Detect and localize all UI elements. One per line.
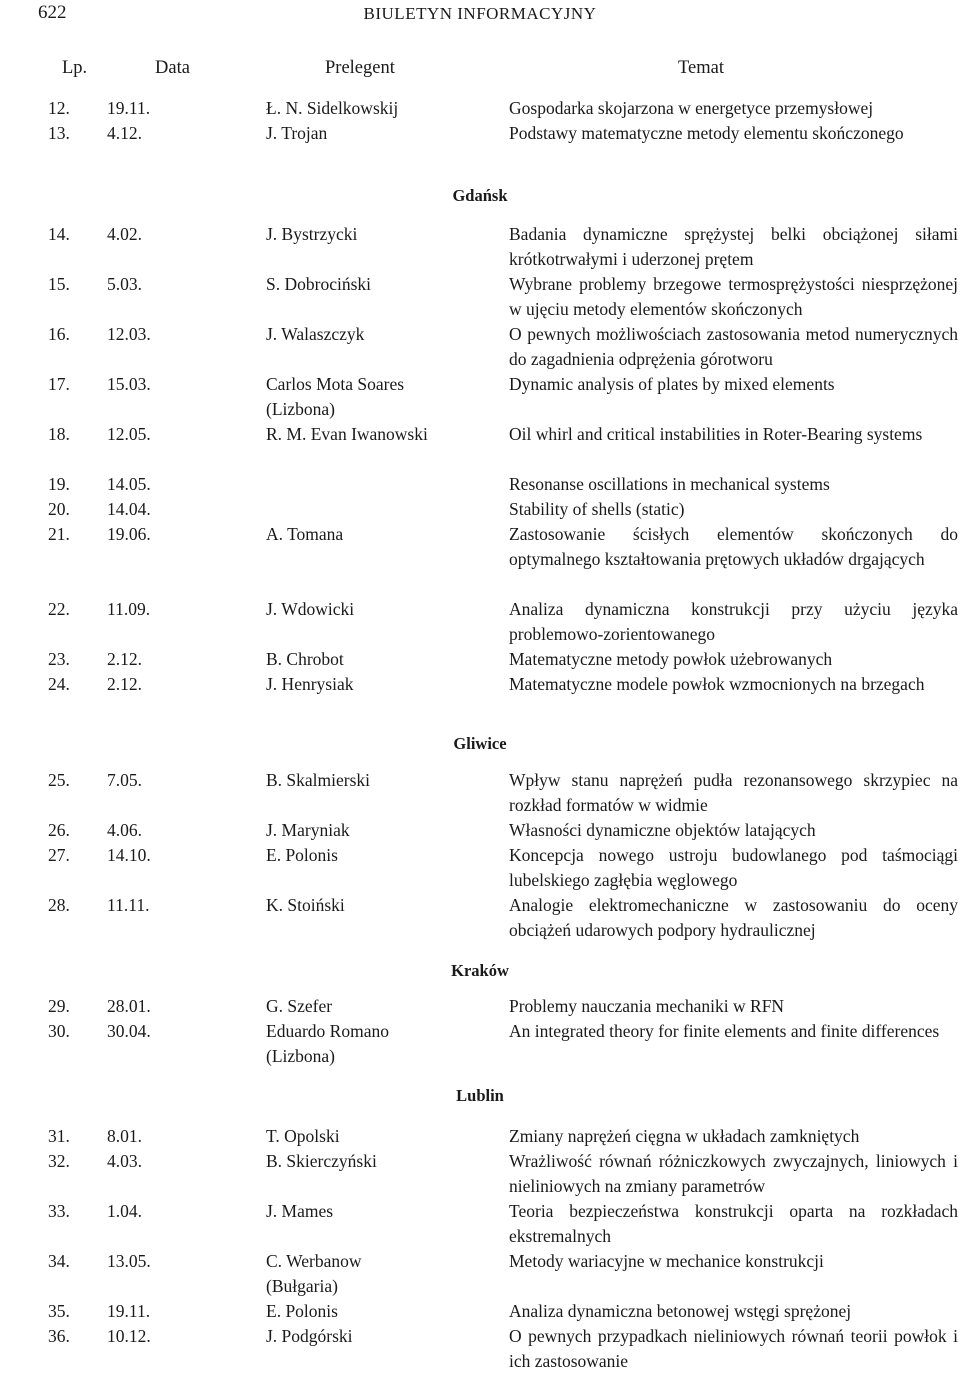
- row-speaker: J. Bystrzycki: [266, 224, 358, 244]
- column-header-temat: Temat: [678, 58, 724, 78]
- row-number: 34.: [48, 1251, 70, 1271]
- row-topic: Podstawy matematyczne metody elementu skończonego: [509, 123, 904, 143]
- row-date: 19.06.: [107, 524, 151, 544]
- row-topic: Dynamic analysis of plates by mixed elements: [509, 374, 835, 394]
- row-date: 2.12.: [107, 649, 142, 669]
- row-number: 22.: [48, 599, 70, 619]
- row-topic: Teoria bezpieczeństwa konstrukcji oparta na rozkładach ekstremalnych: [509, 1201, 958, 1246]
- row-number: 13.: [48, 123, 70, 143]
- row-topic: Gospodarka skojarzona w energetyce przemysłowej: [509, 98, 874, 118]
- row-date: 12.03.: [107, 324, 151, 344]
- row-number: 33.: [48, 1201, 70, 1221]
- row-number: 25.: [48, 770, 70, 790]
- row-topic: Metody wariacyjne w mechanice konstrukcji: [509, 1251, 824, 1271]
- row-topic: Matematyczne modele powłok wzmocnionych na brzegach: [509, 674, 925, 694]
- row-number: 27.: [48, 845, 70, 865]
- row-speaker: B. Skierczyński: [266, 1151, 377, 1171]
- row-date: 11.09.: [107, 599, 151, 619]
- row-number: 32.: [48, 1151, 70, 1171]
- row-number: 24.: [48, 674, 70, 694]
- row-date: 4.03.: [107, 1151, 142, 1171]
- row-speaker: C. Werbanow (Bułgaria): [266, 1251, 362, 1296]
- row-date: 8.01.: [107, 1126, 142, 1146]
- row-number: 17.: [48, 374, 70, 394]
- row-date: 11.11.: [107, 895, 150, 915]
- row-topic: Badania dynamiczne sprężystej belki obciążonej siłami krótkotrwałymi i uderzonej prętem: [509, 224, 958, 269]
- row-number: 23.: [48, 649, 70, 669]
- column-headers: [0, 58, 960, 84]
- row-date: 19.11.: [107, 1301, 151, 1321]
- row-speaker: J. Henrysiak: [266, 674, 354, 694]
- row-date: 7.05.: [107, 770, 142, 790]
- row-date: 2.12.: [107, 674, 142, 694]
- row-date: 12.05.: [107, 424, 151, 444]
- row-number: 18.: [48, 424, 70, 444]
- row-speaker: J. Wdowicki: [266, 599, 355, 619]
- running-title: BIULETYN INFORMACYJNY: [363, 4, 597, 23]
- row-date: 1.04.: [107, 1201, 142, 1221]
- column-header-lp: Lp.: [62, 58, 88, 78]
- row-date: 30.04.: [107, 1021, 151, 1041]
- row-speaker: J. Trojan: [266, 123, 328, 143]
- row-speaker: B. Skalmierski: [266, 770, 371, 790]
- row-speaker: Ł. N. Sidelkowskij: [266, 98, 399, 118]
- city-heading-gliwice: Gliwice: [453, 734, 507, 753]
- row-topic: Resonanse oscillations in mechanical systems: [509, 474, 830, 494]
- row-number: 20.: [48, 499, 70, 519]
- row-speaker: K. Stoiński: [266, 895, 345, 915]
- row-date: 13.05.: [107, 1251, 151, 1271]
- row-date: 4.02.: [107, 224, 142, 244]
- row-topic: Własności dynamiczne objektów latających: [509, 820, 816, 840]
- row-topic: Problemy nauczania mechaniki w RFN: [509, 996, 785, 1016]
- row-speaker: E. Polonis: [266, 1301, 338, 1321]
- row-number: 12.: [48, 98, 70, 118]
- row-topic: Stability of shells (static): [509, 499, 685, 519]
- row-date: 19.11.: [107, 98, 151, 118]
- row-topic: Oil whirl and critical instabilities in Roter-Bearing systems: [509, 424, 923, 444]
- row-speaker: S. Dobrociński: [266, 274, 371, 294]
- row-topic: Wpływ stanu naprężeń pudła rezonansowego skrzypiec na rozkład formatów w widmie: [509, 770, 958, 815]
- row-date: 28.01.: [107, 996, 151, 1016]
- row-number: 16.: [48, 324, 70, 344]
- row-speaker: R. M. Evan Iwanowski: [266, 424, 428, 444]
- row-number: 15.: [48, 274, 70, 294]
- page-header: [0, 2, 960, 28]
- column-header-prelegent: Prelegent: [325, 58, 395, 78]
- row-date: 4.12.: [107, 123, 142, 143]
- row-speaker: J. Maryniak: [266, 820, 350, 840]
- row-speaker: J. Walaszczyk: [266, 324, 365, 344]
- row-topic: Wrażliwość równań różniczkowych zwyczajnych, liniowych i nieliniowych na zmiany parametrów: [509, 1151, 958, 1196]
- row-topic: Zastosowanie ścisłych elementów skończonych do optymalnego kształtowania prętowych układów drgających: [509, 524, 958, 569]
- row-number: 30.: [48, 1021, 70, 1041]
- row-date: 14.10.: [107, 845, 151, 865]
- row-topic: O pewnych możliwościach zastosowania metod numerycznych do zagadnienia odprężenia górotworu: [509, 324, 958, 369]
- row-topic: Wybrane problemy brzegowe termosprężystości niesprzężonej w ujęciu metody elementów skończonych: [509, 274, 958, 319]
- row-speaker: E. Polonis: [266, 845, 338, 865]
- row-topic: Analiza dynamiczna konstrukcji przy użyciu języka problemowo-zorientowanego: [509, 599, 958, 644]
- row-topic: O pewnych przypadkach nieliniowych równań teorii powłok i ich zastosowanie: [509, 1326, 958, 1371]
- row-speaker: T. Opolski: [266, 1126, 340, 1146]
- city-heading-lublin: Lublin: [456, 1086, 504, 1105]
- row-date: 14.05.: [107, 474, 151, 494]
- row-speaker: J. Mames: [266, 1201, 334, 1221]
- row-number: 26.: [48, 820, 70, 840]
- row-speaker: B. Chrobot: [266, 649, 344, 669]
- row-date: 10.12.: [107, 1326, 151, 1346]
- row-date: 5.03.: [107, 274, 142, 294]
- row-date: 4.06.: [107, 820, 142, 840]
- row-speaker: G. Szefer: [266, 996, 333, 1016]
- row-speaker: A. Tomana: [266, 524, 344, 544]
- row-number: 28.: [48, 895, 70, 915]
- row-speaker: Carlos Mota Soares (Lizbona): [266, 374, 405, 419]
- row-date: 14.04.: [107, 499, 151, 519]
- row-number: 31.: [48, 1126, 70, 1146]
- row-date: 15.03.: [107, 374, 151, 394]
- row-number: 36.: [48, 1326, 70, 1346]
- row-number: 21.: [48, 524, 70, 544]
- page-number: 622: [38, 2, 67, 23]
- row-topic: An integrated theory for finite elements and finite differences: [509, 1021, 940, 1041]
- row-topic: Analiza dynamiczna betonowej wstęgi sprężonej: [509, 1301, 852, 1321]
- row-number: 29.: [48, 996, 70, 1016]
- city-heading-gdansk: Gdańsk: [452, 186, 508, 205]
- city-heading-krakow: Kraków: [451, 961, 509, 980]
- row-speaker: Eduardo Romano (Lizbona): [266, 1021, 389, 1066]
- row-topic: Koncepcja nowego ustroju budowlanego pod taśmociągi lubelskiego zagłębia węglowego: [509, 845, 958, 890]
- row-topic: Zmiany naprężeń cięgna w układach zamkniętych: [509, 1126, 860, 1146]
- row-number: 35.: [48, 1301, 70, 1321]
- row-topic: Analogie elektromechaniczne w zastosowaniu do oceny obciążeń udarowych podpory hydraulicznej: [509, 895, 958, 940]
- column-header-data: Data: [155, 58, 190, 78]
- row-number: 14.: [48, 224, 70, 244]
- row-speaker: J. Podgórski: [266, 1326, 353, 1346]
- row-topic: Matematyczne metody powłok użebrowanych: [509, 649, 833, 669]
- row-number: 19.: [48, 474, 70, 494]
